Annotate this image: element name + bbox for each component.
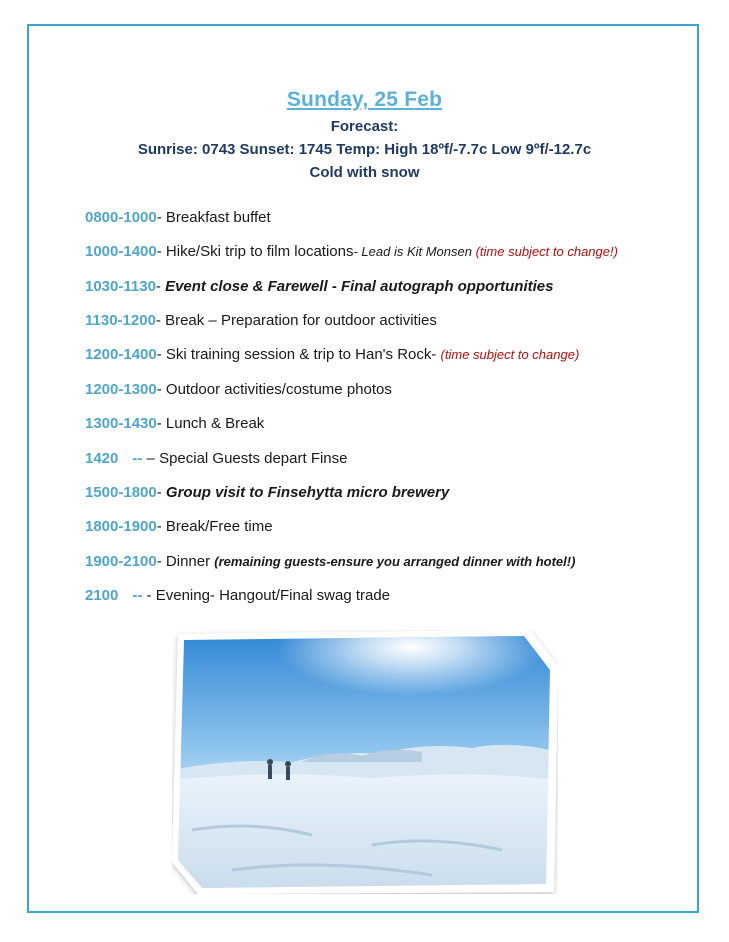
schedule-separator: -	[156, 346, 166, 363]
schedule-time: 1030-1130	[85, 278, 156, 295]
schedule-description: Breakfast buffet	[165, 209, 271, 226]
schedule-description: Outdoor activities/costume photos	[165, 381, 392, 398]
schedule-time: 1200-1400	[85, 346, 157, 363]
snow-landscape-photo	[172, 630, 558, 894]
schedule-description: Break/Free time	[165, 518, 273, 535]
schedule-time: 1000-1400	[85, 243, 157, 260]
schedule-description: Break – Preparation for outdoor activities	[165, 312, 437, 329]
schedule-time: 1200-1300	[85, 381, 157, 398]
schedule-item-break-prep	[85, 312, 437, 334]
schedule-description: Ski training session & trip to Han's Rock-	[165, 346, 441, 363]
schedule-separator: -	[156, 553, 166, 570]
schedule-separator: -	[156, 209, 166, 226]
schedule-separator: -	[156, 243, 166, 260]
schedule-gap-dash: --	[132, 450, 143, 467]
schedule-item-ski-training	[85, 346, 579, 368]
schedule-description: Lunch & Break	[165, 415, 265, 432]
schedule-separator: -	[156, 484, 166, 501]
schedule-description: Group visit to Finsehytta micro brewery	[165, 484, 450, 501]
schedule-separator: -	[142, 587, 156, 604]
schedule-note: (time subject to change!)	[475, 244, 618, 259]
schedule-time: 1900-2100	[85, 553, 157, 570]
schedule-item-dinner	[85, 553, 575, 575]
schedule-time: 1300-1430	[85, 415, 157, 432]
forecast-label: Forecast:	[330, 118, 399, 135]
schedule-item-brewery	[85, 484, 449, 506]
schedule-description: Hike/Ski trip to film locations	[165, 243, 354, 260]
schedule-note: (remaining guests-ensure you arranged dinner with hotel!)	[214, 554, 576, 569]
schedule-item-outdoor-photos	[85, 381, 392, 403]
schedule-gap-dash: --	[132, 587, 143, 604]
schedule-separator: –	[142, 450, 160, 467]
date-heading: Sunday, 25 Feb	[286, 88, 443, 111]
schedule-item-evening	[85, 587, 390, 609]
schedule-time: 1420	[85, 450, 119, 467]
schedule-note: (time subject to change)	[440, 347, 580, 362]
schedule-time: 0800-1000	[85, 209, 157, 226]
schedule-time: 1800-1900	[85, 518, 157, 535]
schedule-item-hike	[85, 243, 618, 265]
schedule-time: 2100	[85, 587, 119, 604]
schedule-separator: -	[156, 518, 166, 535]
schedule-time: 1500-1800	[85, 484, 157, 501]
schedule-description: Evening- Hangout/Final swag trade	[155, 587, 391, 604]
schedule-item-free-time	[85, 518, 273, 540]
schedule-item-farewell	[85, 278, 553, 300]
schedule-description: Special Guests depart Finse	[159, 450, 348, 467]
schedule-separator: -	[155, 278, 166, 295]
schedule-time: 1130-1200	[85, 312, 156, 329]
schedule-item-breakfast	[85, 209, 271, 231]
schedule-item-guests-depart	[85, 450, 348, 472]
schedule-separator: -	[156, 415, 166, 432]
schedule-item-lunch	[85, 415, 264, 437]
schedule-lead: - Lead is Kit Monsen	[353, 244, 476, 259]
weather-conditions: Cold with snow	[309, 164, 420, 181]
forecast-details: Sunrise: 0743 Sunset: 1745 Temp: High 18ºf/-7.7c Low 9ºf/-12.7c	[137, 141, 592, 158]
schedule-separator: -	[156, 381, 166, 398]
schedule-separator: -	[155, 312, 166, 329]
schedule-description: Dinner	[165, 553, 215, 570]
schedule-description: Event close & Farewell - Final autograph opportunities	[165, 278, 554, 295]
